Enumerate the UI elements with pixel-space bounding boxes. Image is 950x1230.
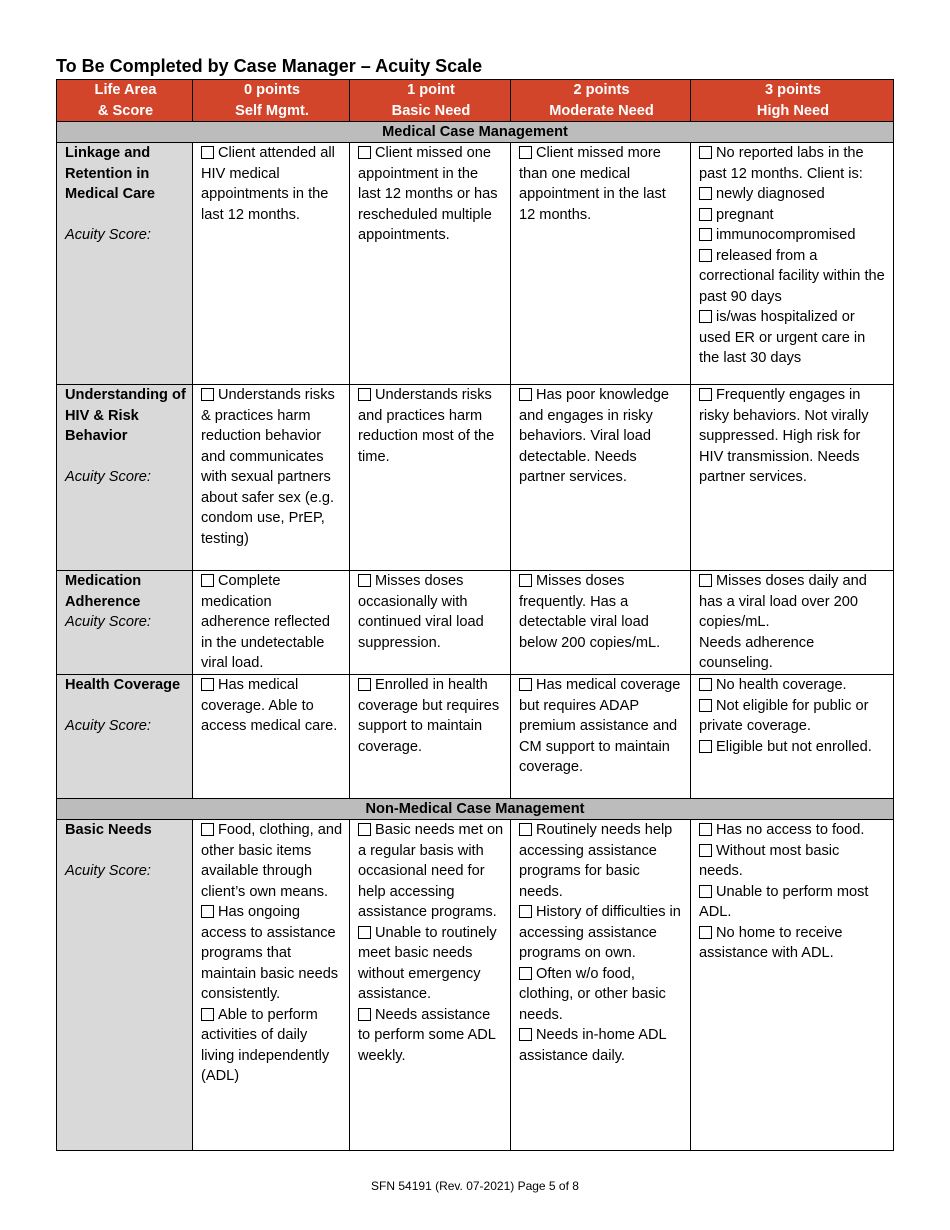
area-understanding-label: Understanding of HIV & Risk Behavior — [65, 387, 186, 444]
checkbox[interactable] — [519, 678, 532, 691]
checkbox[interactable] — [699, 228, 712, 241]
understanding-3: Frequently engages in risky behaviors. Not virally suppressed. High risk for HIV transmission. Needs partner services. — [691, 385, 894, 571]
acuity-score-label: Acuity Score: — [65, 614, 151, 630]
section-medical-row — [57, 122, 894, 143]
checkbox[interactable] — [201, 1008, 214, 1021]
page-footer: SFN 54191 (Rev. 07-2021) Page 5 of 8 — [371, 1179, 579, 1193]
checkbox[interactable] — [519, 905, 532, 918]
coverage-1: Enrolled in health coverage but requires support to maintain coverage. — [350, 675, 511, 799]
basic-needs-1: Basic needs met on a regular basis with occasional need for help accessing assistance programs. Unable to routinely meet basic needs without emergency assistance. Needs assistance to perform some ADL weekly. — [350, 820, 511, 1151]
area-linkage — [57, 143, 193, 385]
checkbox[interactable] — [699, 885, 712, 898]
checkbox[interactable] — [201, 678, 214, 691]
linkage-3: No reported labs in the past 12 months. Client is: newly diagnosed pregnant immunocompromised released from a correctional facility within the past 90 days is/was hospitalized or used ER or urgent care in the last 30 days — [691, 143, 894, 385]
checkbox[interactable] — [699, 208, 712, 221]
checkbox[interactable] — [358, 146, 371, 159]
acuity-score-label: Acuity Score: — [65, 468, 151, 485]
understanding-0: Understands risks & practices harm reduction behavior and communicates with sexual partners about safer sex (e.g. condom use, PrEP, testing) — [193, 385, 350, 571]
area-basic-needs-label: Basic Needs — [65, 822, 152, 838]
checkbox[interactable] — [201, 388, 214, 401]
checkbox[interactable] — [699, 678, 712, 691]
checkbox[interactable] — [699, 310, 712, 323]
checkbox[interactable] — [699, 823, 712, 836]
checkbox[interactable] — [201, 823, 214, 836]
row-basic-needs — [57, 820, 894, 1151]
header-2-points: 2 points Moderate Need — [511, 80, 691, 122]
linkage-2: Client missed more than one medical appointment in the last 12 months. — [511, 143, 691, 385]
checkbox[interactable] — [358, 1008, 371, 1021]
adherence-2: Misses doses frequently. Has a detectable viral load below 200 copies/mL. — [511, 571, 691, 675]
linkage-1: Client missed one appointment in the last 12 months or has rescheduled multiple appointments. — [350, 143, 511, 385]
row-linkage — [57, 143, 894, 385]
area-basic-needs — [57, 820, 193, 1151]
header-3-points: 3 points High Need — [691, 80, 894, 122]
checkbox[interactable] — [519, 1028, 532, 1041]
checkbox[interactable] — [519, 574, 532, 587]
checkbox[interactable] — [358, 823, 371, 836]
row-coverage — [57, 675, 894, 799]
area-linkage-label: Linkage and Retention in Medical Care — [65, 145, 156, 202]
checkbox[interactable] — [519, 823, 532, 836]
understanding-2: Has poor knowledge and engages in risky behaviors. Viral load detectable. Needs partner services. — [511, 385, 691, 571]
coverage-2: Has medical coverage but requires ADAP premium assistance and CM support to maintain coverage. — [511, 675, 691, 799]
checkbox[interactable] — [699, 844, 712, 857]
checkbox[interactable] — [699, 574, 712, 587]
header-0-points: 0 points Self Mgmt. — [193, 80, 350, 122]
linkage-0: Client attended all HIV medical appointments in the last 12 months. — [193, 143, 350, 385]
section-non-medical-row — [57, 799, 894, 820]
checkbox[interactable] — [358, 388, 371, 401]
row-understanding — [57, 385, 894, 571]
adherence-1: Misses doses occasionally with continued viral load suppression. — [350, 571, 511, 675]
header-life-area: Life Area & Score — [57, 80, 193, 122]
section-non-medical-title: Non-Medical Case Management — [57, 799, 894, 820]
checkbox[interactable] — [699, 699, 712, 712]
checkbox[interactable] — [699, 388, 712, 401]
understanding-1: Understands risks and practices harm reduction most of the time. — [350, 385, 511, 571]
checkbox[interactable] — [358, 574, 371, 587]
header-row — [57, 80, 894, 122]
acuity-scale-table — [56, 79, 894, 1151]
checkbox[interactable] — [519, 146, 532, 159]
checkbox[interactable] — [519, 967, 532, 980]
adherence-0: Complete medication adherence reflected in the undetectable viral load. — [193, 571, 350, 675]
checkbox[interactable] — [201, 574, 214, 587]
basic-needs-3: Has no access to food. Without most basic needs. Unable to perform most ADL. No home to receive assistance with ADL. — [691, 820, 894, 1151]
checkbox[interactable] — [358, 678, 371, 691]
checkbox[interactable] — [699, 187, 712, 200]
checkbox[interactable] — [699, 926, 712, 939]
adherence-note: Needs adherence counseling. — [699, 634, 815, 671]
acuity-score-label: Acuity Score: — [65, 862, 151, 879]
basic-needs-2: Routinely needs help accessing assistance programs for basic needs. History of difficulties in accessing assistance programs on own. Often w/o food, clothing, or other basic needs. Needs in-home ADL assistance daily. — [511, 820, 691, 1151]
checkbox[interactable] — [699, 740, 712, 753]
area-coverage — [57, 675, 193, 799]
area-understanding — [57, 385, 193, 571]
page-title: To Be Completed by Case Manager – Acuity Scale — [56, 56, 483, 76]
adherence-3: Misses doses daily and has a viral load over 200 copies/mL. Needs adherence counseling. — [691, 571, 894, 675]
checkbox[interactable] — [519, 388, 532, 401]
coverage-0: Has medical coverage. Able to access medical care. — [193, 675, 350, 799]
acuity-score-label: Acuity Score: — [65, 717, 151, 734]
checkbox[interactable] — [358, 926, 371, 939]
area-adherence-label: Medication Adherence — [65, 573, 142, 610]
checkbox[interactable] — [201, 146, 214, 159]
row-adherence — [57, 571, 894, 675]
area-adherence — [57, 571, 193, 675]
basic-needs-0: Food, clothing, and other basic items available through client’s own means. Has ongoing access to assistance programs that maintain basic needs consistently. Able to perform activities of daily living independently (ADL) — [193, 820, 350, 1151]
checkbox[interactable] — [201, 905, 214, 918]
header-1-point: 1 point Basic Need — [350, 80, 511, 122]
checkbox[interactable] — [699, 249, 712, 262]
section-medical-title: Medical Case Management — [57, 122, 894, 143]
acuity-score-label: Acuity Score: — [65, 226, 151, 243]
checkbox[interactable] — [699, 146, 712, 159]
coverage-3: No health coverage. Not eligible for public or private coverage. Eligible but not enrolled. — [691, 675, 894, 799]
area-coverage-label: Health Coverage — [65, 677, 181, 693]
